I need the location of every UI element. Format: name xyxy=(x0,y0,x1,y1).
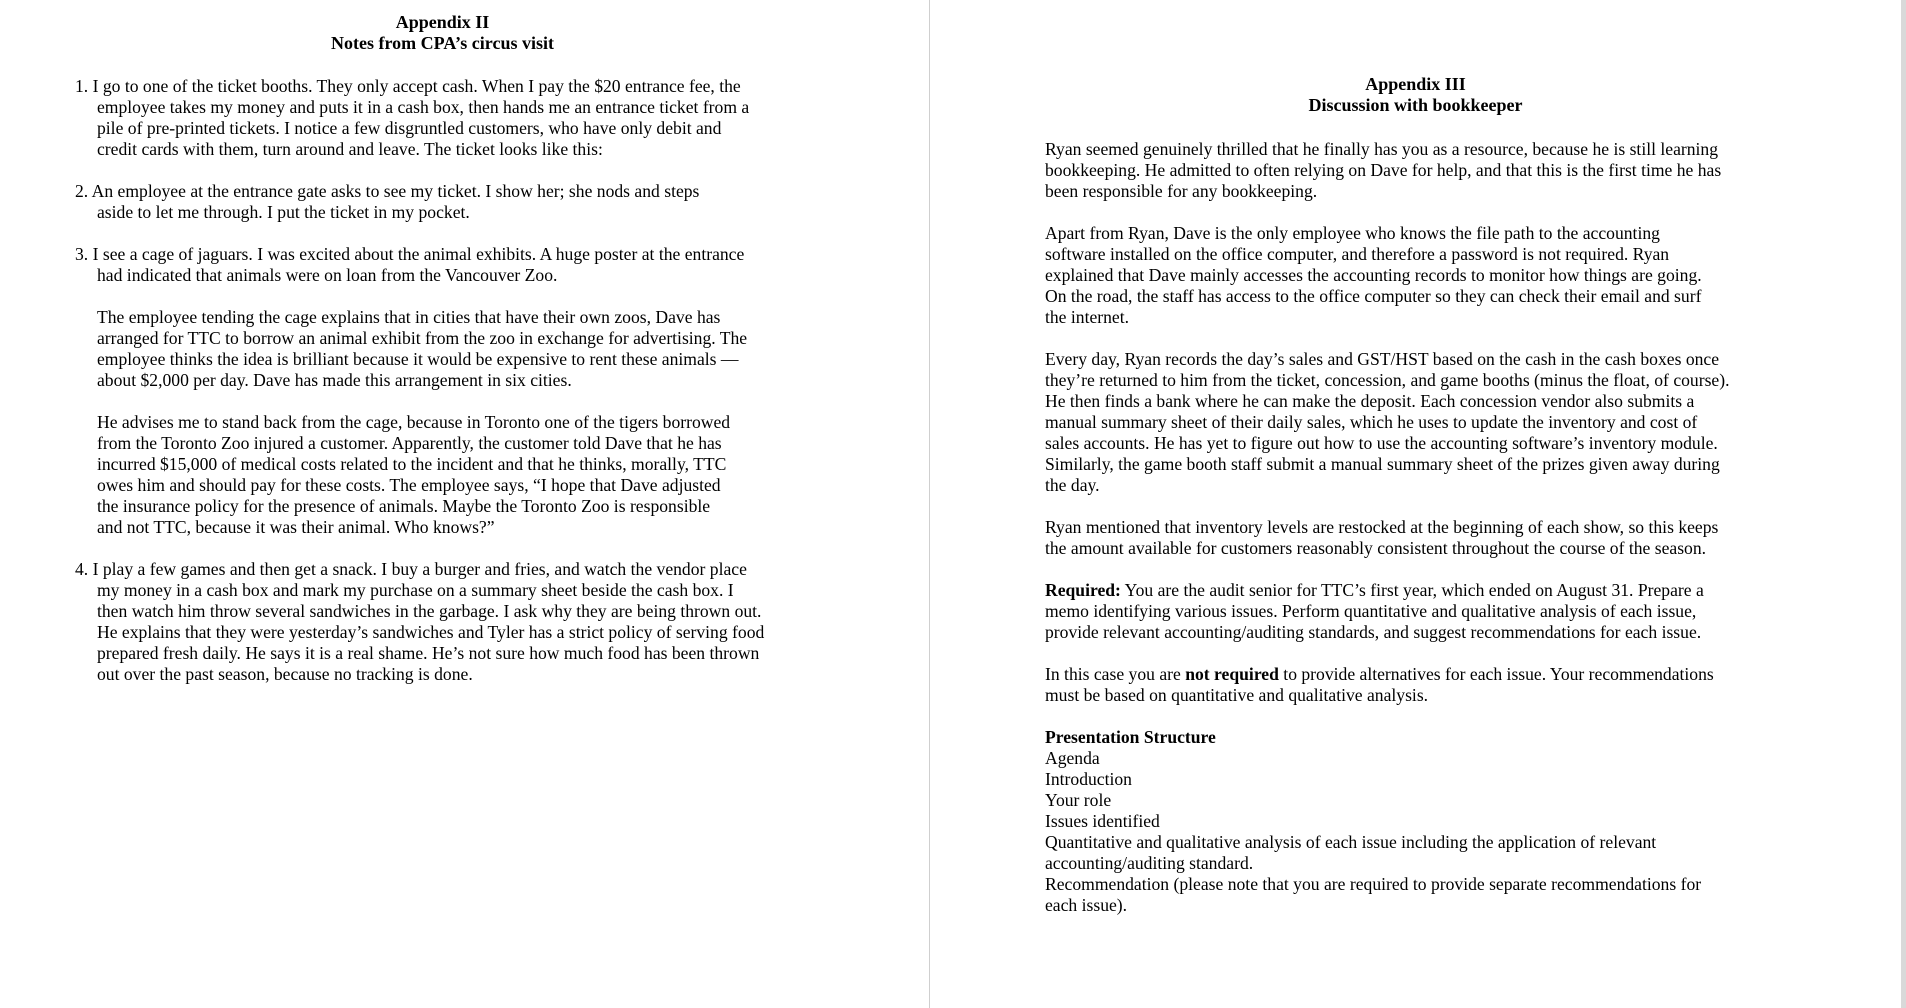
text-line: about $2,000 per day. Dave has made this arrangement in six cities. xyxy=(97,370,572,390)
presentation-structure xyxy=(1045,727,1701,916)
text-line: software installed on the office computer, and therefore a password is not required. Ryan xyxy=(1045,244,1670,264)
text-line: Ryan seemed genuinely thrilled that he finally has you as a resource, because he is still learning xyxy=(1045,139,1719,159)
text-line: He then finds a bank where he can make the deposit. Each concession vendor also submits a xyxy=(1045,391,1695,411)
text-line: bookkeeping. He admitted to often relying on Dave for help, and that this is the first time he has xyxy=(1045,160,1722,180)
appendix-ii-heading xyxy=(0,12,885,54)
text-line: then watch him throw several sandwiches in the garbage. I ask why they are being thrown out. xyxy=(97,601,762,621)
structure-item: Your role xyxy=(1045,790,1112,810)
appendix-iii-heading xyxy=(930,74,1901,116)
paragraph-inventory xyxy=(1045,517,1718,559)
text-line: and not TTC, because it was their animal. Who knows?” xyxy=(97,517,495,537)
text-line: must be based on quantitative and qualitative analysis. xyxy=(1045,685,1429,705)
item-3-paragraph-2 xyxy=(97,307,747,391)
text-line: explained that Dave mainly accesses the accounting records to monitor how things are going. xyxy=(1045,265,1702,285)
item-3-paragraph-3 xyxy=(97,412,730,538)
text-line xyxy=(1045,580,1704,601)
case-suffix: to provide alternatives for each issue. Your recommendations xyxy=(1278,664,1714,684)
text-line: 3. I see a cage of jaguars. I was excited about the animal exhibits. A huge poster at the entrance xyxy=(75,244,745,264)
text-line: 4. I play a few games and then get a snack. I buy a burger and fries, and watch the vendor place xyxy=(75,559,747,579)
item-4 xyxy=(75,559,764,685)
text-line: 2. An employee at the entrance gate asks to see my ticket. I show her; she nods and steps xyxy=(75,181,700,201)
text-line: had indicated that animals were on loan from the Vancouver Zoo. xyxy=(97,265,558,285)
text-line: out over the past season, because no tracking is done. xyxy=(97,664,473,684)
paragraph-daily-sales xyxy=(1045,349,1730,496)
text-line: On the road, the staff has access to the office computer so they can check their email and surf xyxy=(1045,286,1702,306)
paragraph-not-required xyxy=(1045,664,1714,706)
paragraph-file-path xyxy=(1045,223,1702,328)
structure-item: Introduction xyxy=(1045,769,1132,789)
text-line: Every day, Ryan records the day’s sales and GST/HST based on the cash in the cash boxes once xyxy=(1045,349,1720,369)
paragraph-required xyxy=(1045,580,1704,643)
text-line: Apart from Ryan, Dave is the only employee who knows the file path to the accounting xyxy=(1045,223,1660,243)
structure-item: each issue). xyxy=(1045,895,1128,915)
text-line: the insurance policy for the presence of animals. Maybe the Toronto Zoo is responsible xyxy=(97,496,711,516)
text-line: arranged for TTC to borrow an animal exhibit from the zoo in exchange for advertising. The xyxy=(97,328,748,348)
appendix-ii-subtitle: Notes from CPA’s circus visit xyxy=(331,33,554,53)
text-line: prepared fresh daily. He says it is a real shame. He’s not sure how much food has been thrown xyxy=(97,643,760,663)
text-line: owes him and should pay for these costs. The employee says, “I hope that Dave adjusted xyxy=(97,475,721,495)
text-line: Similarly, the game booth staff submit a manual summary sheet of the prizes given away during xyxy=(1045,454,1720,474)
text-line: from the Toronto Zoo injured a customer. Apparently, the customer told Dave that he has xyxy=(97,433,722,453)
text-line: 1. I go to one of the ticket booths. They only accept cash. When I pay the $20 entrance fee, the xyxy=(75,76,741,96)
text-line: they’re returned to him from the ticket, concession, and game booths (minus the float, of course). xyxy=(1045,370,1730,390)
text-line: employee thinks the idea is brilliant because it would be expensive to rent these animals — xyxy=(97,349,739,369)
page-divider xyxy=(929,0,930,1008)
scrollbar-edge xyxy=(1901,0,1906,1008)
appendix-ii-title: Appendix II xyxy=(395,12,490,32)
paragraph-ryan-thrilled xyxy=(1045,139,1721,202)
text-line: been responsible for any bookkeeping. xyxy=(1045,181,1318,201)
text-line xyxy=(1045,664,1714,685)
required-first-line: You are the audit senior for TTC’s first year, which ended on August 31. Prepare a xyxy=(1120,580,1704,600)
text-line: the day. xyxy=(1045,475,1100,495)
structure-item: Quantitative and qualitative analysis of each issue including the application of relevant xyxy=(1045,832,1657,852)
text-line: pile of pre-printed tickets. I notice a few disgruntled customers, who have only debit and xyxy=(97,118,722,138)
text-line: credit cards with them, turn around and leave. The ticket looks like this: xyxy=(97,139,603,159)
structure-item: accounting/auditing standard. xyxy=(1045,853,1254,873)
text-line: He advises me to stand back from the cage, because in Toronto one of the tigers borrowed xyxy=(97,412,731,432)
text-line: manual summary sheet of their daily sales, which he uses to update the inventory and cost of xyxy=(1045,412,1698,432)
text-line: my money in a cash box and mark my purchase on a summary sheet beside the cash box. I xyxy=(97,580,734,600)
item-3 xyxy=(75,244,744,286)
structure-item: Agenda xyxy=(1045,748,1100,768)
appendix-iii-title: Appendix III xyxy=(1365,74,1466,94)
item-2 xyxy=(75,181,699,223)
text-line: the internet. xyxy=(1045,307,1130,327)
text-line: The employee tending the cage explains that in cities that have their own zoos, Dave has xyxy=(97,307,721,327)
text-line: the amount available for customers reasonably consistent throughout the course of the season. xyxy=(1045,538,1707,558)
text-line: aside to let me through. I put the ticket in my pocket. xyxy=(97,202,470,222)
structure-item: Recommendation (please note that you are required to provide separate recommendations for xyxy=(1045,874,1702,894)
text-line: memo identifying various issues. Perform quantitative and qualitative analysis of each issue, xyxy=(1045,601,1697,621)
text-line: employee takes my money and puts it in a cash box, then hands me an entrance ticket from a xyxy=(97,97,750,117)
case-prefix: In this case you are xyxy=(1045,664,1186,684)
structure-heading: Presentation Structure xyxy=(1045,727,1216,747)
structure-item: Issues identified xyxy=(1045,811,1160,831)
appendix-iii-subtitle: Discussion with bookkeeper xyxy=(1308,95,1523,115)
text-line: sales accounts. He has yet to figure out how to use the accounting software’s inventory module. xyxy=(1045,433,1718,453)
required-label: Required: xyxy=(1045,580,1121,600)
item-1 xyxy=(75,76,749,160)
text-line: provide relevant accounting/auditing standards, and suggest recommendations for each issue. xyxy=(1045,622,1702,642)
text-line: incurred $15,000 of medical costs related to the incident and that he thinks, morally, TTC xyxy=(97,454,727,474)
text-line: Ryan mentioned that inventory levels are restocked at the beginning of each show, so this keeps xyxy=(1045,517,1719,537)
text-line: He explains that they were yesterday’s sandwiches and Tyler has a strict policy of serving food xyxy=(97,622,765,642)
case-bold: not required xyxy=(1185,664,1279,684)
